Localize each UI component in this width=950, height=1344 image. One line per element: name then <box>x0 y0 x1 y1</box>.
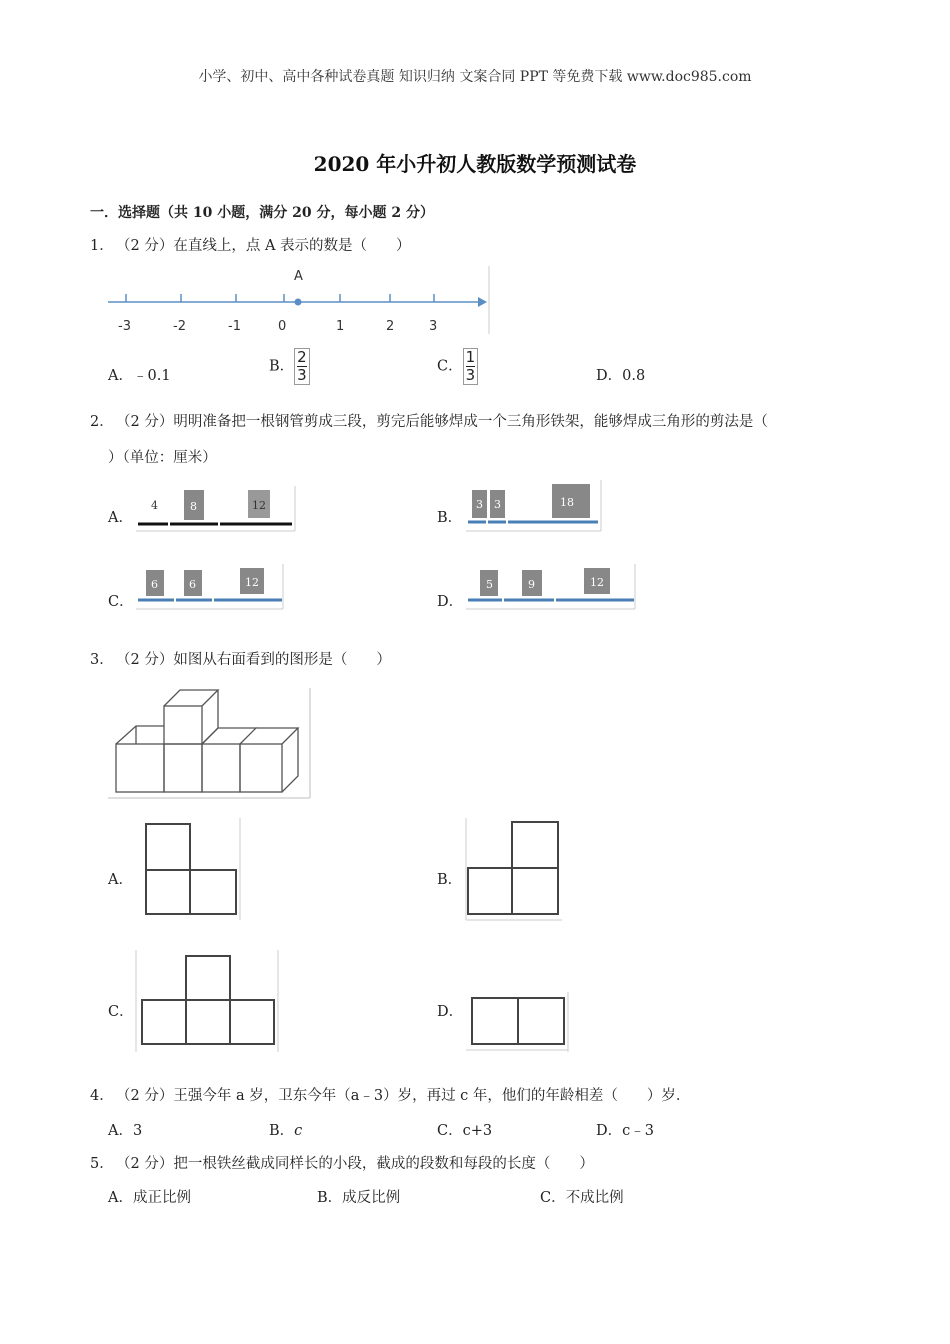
tick-label: -2 <box>173 319 186 334</box>
option-value: 0.8 <box>622 368 646 384</box>
tick-label: 0 <box>278 319 287 334</box>
q1-option-a[interactable] <box>108 366 171 386</box>
denominator: 3 <box>465 366 476 384</box>
segment-label: 12 <box>245 576 259 589</box>
q3-option-a-figure <box>134 816 242 922</box>
option-value: c﹣3 <box>622 1123 654 1139</box>
option-letter: A． <box>108 1190 133 1206</box>
q3-option-c-letter[interactable]: C． <box>108 1004 134 1020</box>
option-value: 不成比例 <box>565 1190 624 1206</box>
question-2-text-cont: ）（单位：厘米） <box>108 450 217 466</box>
option-letter: B． <box>317 1190 343 1206</box>
segment-label: 8 <box>190 500 197 513</box>
q1-option-c[interactable] <box>437 348 478 385</box>
q3-option-d-letter[interactable]: D． <box>437 1004 464 1020</box>
option-letter: B． <box>269 358 295 375</box>
option-letter: D． <box>596 368 623 384</box>
option-letter: D． <box>596 1123 623 1139</box>
question-5-number: 5． <box>90 1156 114 1172</box>
question-1-text: （2 分）在直线上，点 A 表示的数是（ ） <box>116 238 411 254</box>
segment-label: 5 <box>486 578 493 591</box>
q3-option-a-letter[interactable]: A． <box>108 872 133 888</box>
option-letter: A． <box>108 1123 133 1139</box>
page-title: 2020 年小升初人教版数学预测试卷 <box>313 152 637 176</box>
tick-label: 2 <box>386 319 395 334</box>
option-value: 成正比例 <box>132 1190 191 1206</box>
segment-label: 12 <box>252 499 266 512</box>
numerator: 2 <box>297 348 307 366</box>
q1-option-d[interactable] <box>596 366 645 386</box>
point-a-marker <box>295 299 302 306</box>
q2-option-a-letter[interactable]: A． <box>108 510 133 526</box>
tick-label: -1 <box>228 319 241 334</box>
option-value: c <box>294 1123 303 1139</box>
q1-option-b[interactable] <box>269 348 310 385</box>
segment-label: 18 <box>560 496 574 509</box>
number-line-arrow <box>478 297 487 307</box>
option-value: c+3 <box>462 1123 493 1139</box>
question-4-text: （2 分）王强今年 a 岁，卫东今年（a﹣3）岁，再过 c 年，他们的年龄相差（ ）岁． <box>116 1088 691 1104</box>
segment-label: 6 <box>189 578 196 591</box>
numerator: 1 <box>465 348 476 366</box>
question-2-number: 2． <box>90 414 114 430</box>
question-5-text: （2 分）把一根铁丝截成同样长的小段，截成的段数和每段的长度（ ） <box>116 1156 594 1172</box>
q3-option-b-letter[interactable]: B． <box>437 872 463 888</box>
section-heading: 一．选择题（共 10 小题，满分 20 分，每小题 2 分） <box>90 205 434 221</box>
question-3-text: （2 分）如图从右面看到的图形是（ ） <box>116 652 391 668</box>
option-value: ﹣0.1 <box>132 368 171 384</box>
segment-label: 3 <box>476 498 483 511</box>
question-2-text: （2 分）明明准备把一根钢管剪成三段，剪完后能够焊成一个三角形铁架，能够焊成三角形的剪法是（ <box>116 414 768 430</box>
option-letter: C． <box>437 1123 463 1139</box>
q5-option-b[interactable] <box>317 1188 400 1208</box>
q4-option-b[interactable] <box>269 1121 302 1141</box>
q2-option-d-figure <box>464 562 638 612</box>
q2-option-c-letter[interactable]: C． <box>108 594 134 610</box>
fraction <box>463 348 479 385</box>
q3-option-b-figure <box>464 816 564 922</box>
q2-option-d-letter[interactable]: D． <box>437 594 464 610</box>
segment-label: 4 <box>151 499 158 512</box>
q2-option-b-figure <box>464 478 604 534</box>
segment-label: 6 <box>151 578 158 591</box>
question-4-number: 4． <box>90 1088 114 1104</box>
option-letter: C． <box>540 1190 566 1206</box>
point-a-label: A <box>294 269 303 284</box>
option-letter: C． <box>437 358 463 375</box>
option-value: 成反比例 <box>342 1190 401 1206</box>
option-letter: A． <box>108 368 133 384</box>
tick-label: 3 <box>429 319 438 334</box>
q2-option-b-letter[interactable]: B． <box>437 510 463 526</box>
q2-option-c-figure <box>134 562 286 612</box>
cube-stack-figure <box>106 686 312 802</box>
number-line-figure <box>106 262 492 336</box>
question-1 <box>90 236 114 256</box>
q4-option-d[interactable] <box>596 1121 654 1141</box>
q3-option-c-figure <box>134 948 280 1054</box>
q5-option-c[interactable] <box>540 1188 624 1208</box>
fraction <box>294 348 310 385</box>
q4-option-c[interactable] <box>437 1121 492 1141</box>
q2-option-a-figure <box>134 484 298 534</box>
denominator: 3 <box>297 366 307 384</box>
segment-label: 9 <box>528 578 535 591</box>
option-letter: B． <box>269 1123 295 1139</box>
page-header: 小学、初中、高中各种试卷真题 知识归纳 文案合同 PPT 等免费下载 www.doc985.com <box>198 69 752 85</box>
option-value: 3 <box>132 1123 143 1139</box>
q3-option-d-figure <box>464 990 570 1054</box>
segment-label: 3 <box>494 498 501 511</box>
segment-label: 12 <box>590 576 604 589</box>
question-3-number: 3． <box>90 652 114 668</box>
question-number: 1． <box>90 238 114 254</box>
q4-option-a[interactable] <box>108 1121 142 1141</box>
tick-label: -3 <box>118 319 131 334</box>
tick-label: 1 <box>336 319 345 334</box>
q5-option-a[interactable] <box>108 1188 191 1208</box>
